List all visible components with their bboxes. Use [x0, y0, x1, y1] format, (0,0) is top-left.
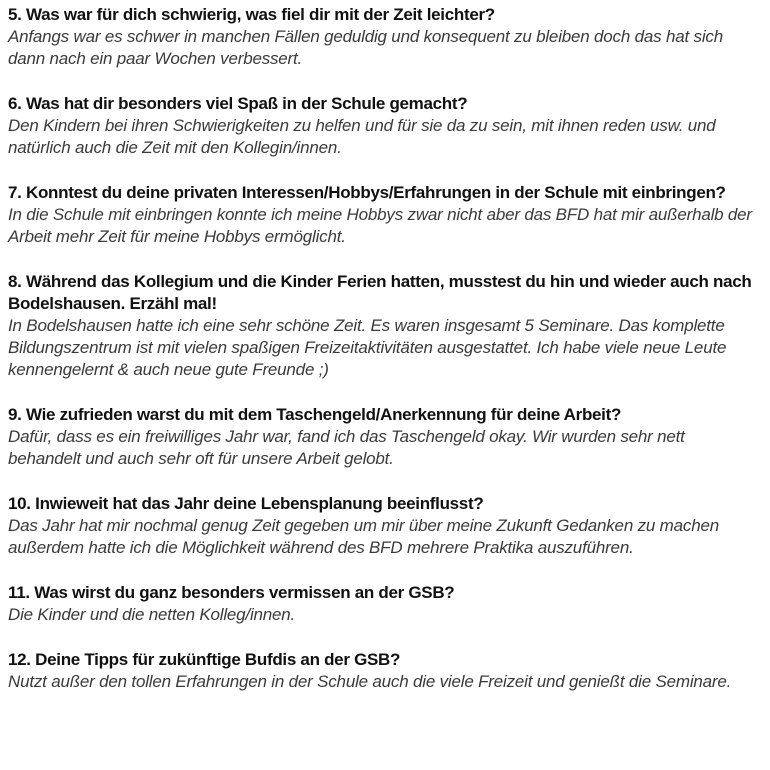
qa-block-6: [8, 93, 752, 159]
qa-block-9: [8, 404, 752, 470]
answer-text-9: Dafür, dass es ein freiwilliges Jahr war, fand ich das Taschengeld okay. Wir wurden sehr nett behandelt und auch sehr oft für unsere Arbeit gelobt.: [8, 427, 685, 468]
question-heading-6: 6. Was hat dir besonders viel Spaß in der Schule gemacht?: [8, 94, 468, 113]
answer-text-10: Das Jahr hat mir nochmal genug Zeit gegeben um mir über meine Zukunft Gedanken zu machen außerdem hatte ich die Möglichkeit während des BFD mehrere Praktika auszuführen.: [8, 516, 719, 557]
question-heading-10: 10. Inwieweit hat das Jahr deine Lebensplanung beeinflusst?: [8, 494, 484, 513]
question-heading-9: 9. Wie zufrieden warst du mit dem Taschengeld/Anerkennung für deine Arbeit?: [8, 405, 622, 424]
question-heading-7: 7. Konntest du deine privaten Interessen/Hobbys/Erfahrungen in der Schule mit einbringen?: [8, 183, 726, 202]
qa-block-11: [8, 582, 752, 626]
qa-block-10: [8, 493, 752, 559]
answer-text-11: Die Kinder und die netten Kolleg/innen.: [8, 605, 296, 624]
answer-text-12: Nutzt außer den tollen Erfahrungen in der Schule auch die viele Freizeit und genießt die Seminare.: [8, 672, 732, 691]
answer-text-7: In die Schule mit einbringen konnte ich meine Hobbys zwar nicht aber das BFD hat mir außerhalb der Arbeit mehr Zeit für meine Hobbys ermöglicht.: [8, 205, 752, 246]
answer-text-8: In Bodelshausen hatte ich eine sehr schöne Zeit. Es waren insgesamt 5 Seminare. Das komplette Bildungszentrum ist mit vielen spaßigen Freizeitaktivitäten ausgestattet. Ich habe viele neue Leute kennengelernt & auch neue gute Freunde ;): [8, 316, 727, 379]
question-heading-5: 5. Was war für dich schwierig, was fiel dir mit der Zeit leichter?: [8, 5, 495, 24]
answer-text-6: Den Kindern bei ihren Schwierigkeiten zu helfen und für sie da zu sein, mit ihnen reden usw. und natürlich auch die Zeit mit den Kollegin/innen.: [8, 116, 716, 157]
qa-block-12: [8, 649, 752, 693]
qa-block-8: [8, 271, 752, 381]
question-heading-12: 12. Deine Tipps für zukünftige Bufdis an der GSB?: [8, 650, 401, 669]
answer-text-5: Anfangs war es schwer in manchen Fällen geduldig und konsequent zu bleiben doch das hat sich dann nach ein paar Wochen verbessert.: [8, 27, 723, 68]
question-heading-11: 11. Was wirst du ganz besonders vermissen an der GSB?: [8, 583, 455, 602]
qa-block-7: [8, 182, 752, 248]
qa-block-5: [8, 4, 752, 70]
question-heading-8: 8. Während das Kollegium und die Kinder Ferien hatten, musstest du hin und wieder auch nach Bodelshausen. Erzähl mal!: [8, 272, 752, 313]
